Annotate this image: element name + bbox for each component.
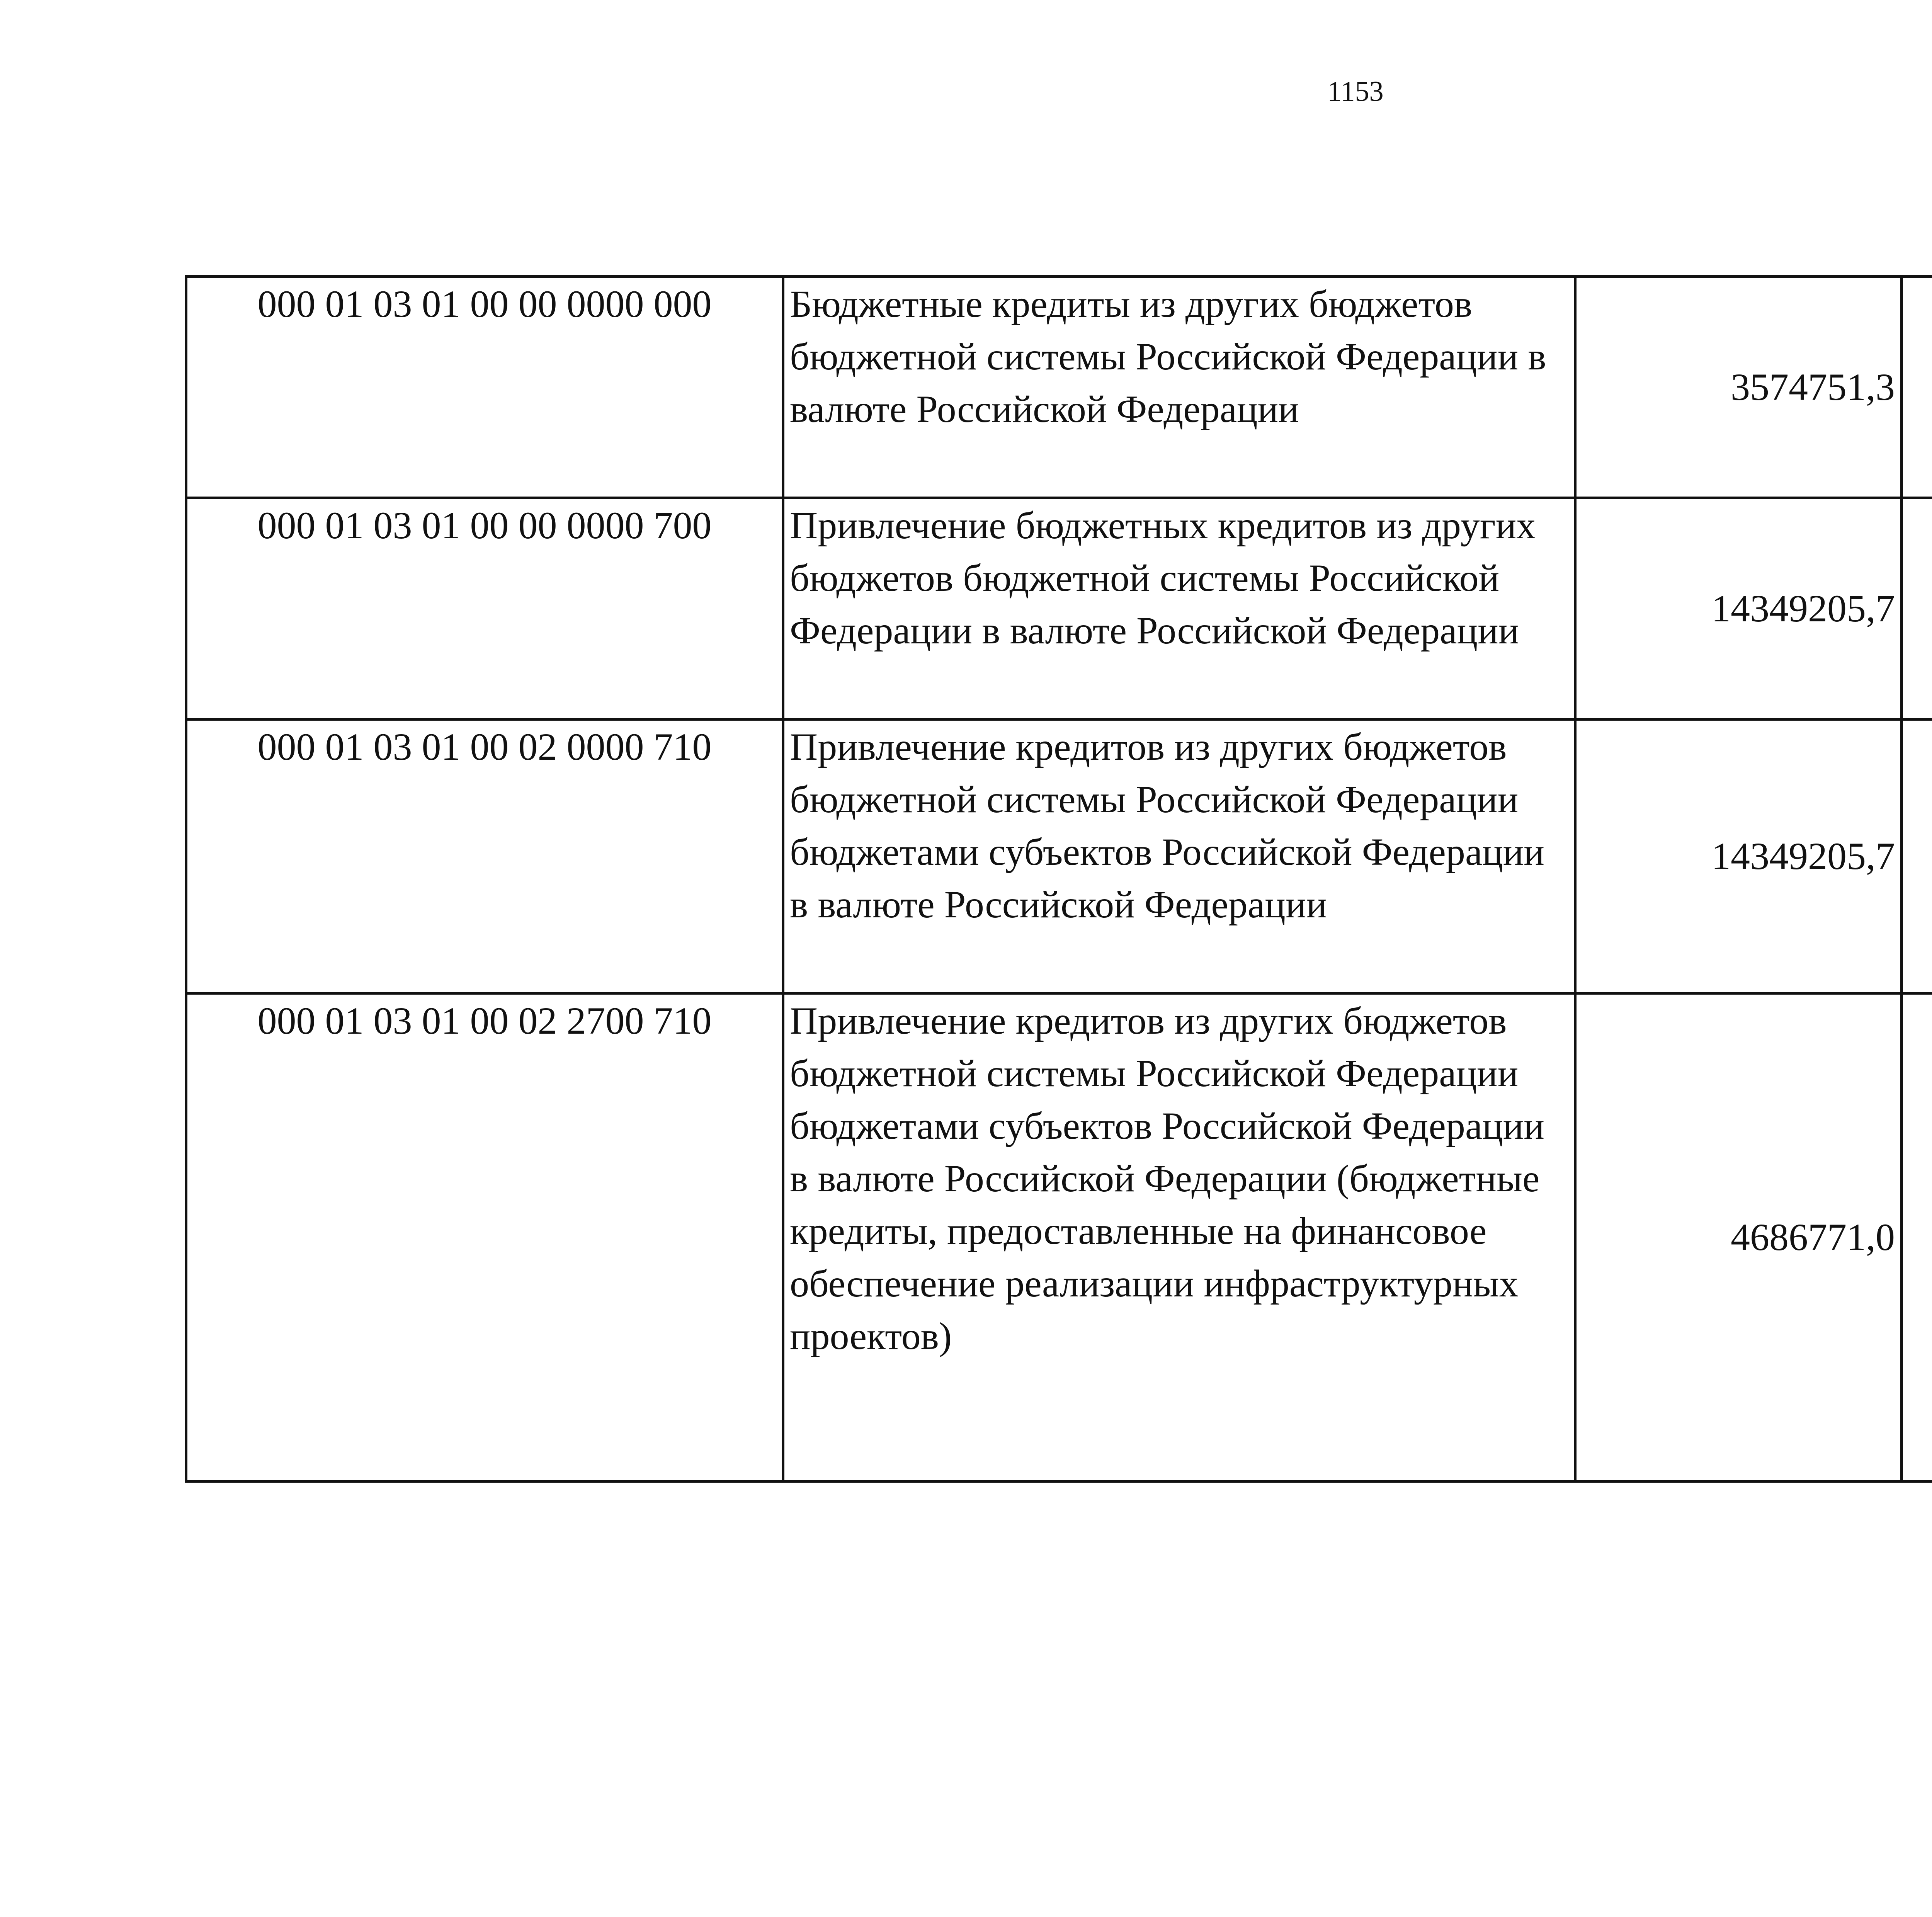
description-cell: Привлечение кредитов из других бюджетов бюджетной системы Российской Федерации бюджетами субъектов Российской Федерации в валюте Российской Федерации	[783, 720, 1575, 993]
value-cell-year-2	[1902, 720, 1932, 993]
page-number: 1153	[1327, 76, 1384, 107]
value-cell-year-2	[1902, 993, 1932, 1482]
description-cell: Бюджетные кредиты из других бюджетов бюджетной системы Российской Федерации в валюте Российской Федерации	[783, 277, 1575, 498]
budget-code-cell: 000 01 03 01 00 00 0000 700	[186, 498, 783, 720]
budget-code-cell: 000 01 03 01 00 02 2700 710	[186, 993, 783, 1482]
table-row	[186, 993, 1932, 1482]
value-cell-year-2	[1902, 498, 1932, 720]
budget-sources-table	[185, 275, 1932, 1483]
value-cell-year-1: 4686771,0	[1575, 993, 1902, 1482]
budget-code-cell: 000 01 03 01 00 02 0000 710	[186, 720, 783, 993]
value-cell-year-2	[1902, 277, 1932, 498]
description-cell: Привлечение бюджетных кредитов из других бюджетов бюджетной системы Российской Федерации в валюте Российской Федерации	[783, 498, 1575, 720]
budget-code-cell: 000 01 03 01 00 00 0000 000	[186, 277, 783, 498]
value-cell-year-1: 14349205,7	[1575, 720, 1902, 993]
table-row	[186, 277, 1932, 498]
table-row	[186, 498, 1932, 720]
value-cell-year-1: 14349205,7	[1575, 498, 1902, 720]
description-cell: Привлечение кредитов из других бюджетов бюджетной системы Российской Федерации бюджетами субъектов Российской Федерации в валюте Российской Федерации (бюджетные кредиты, предоставленные на финансовое обеспечение реализации инфраструктурных проектов)	[783, 993, 1575, 1482]
value-cell-year-1: 3574751,3	[1575, 277, 1902, 498]
table-row	[186, 720, 1932, 993]
